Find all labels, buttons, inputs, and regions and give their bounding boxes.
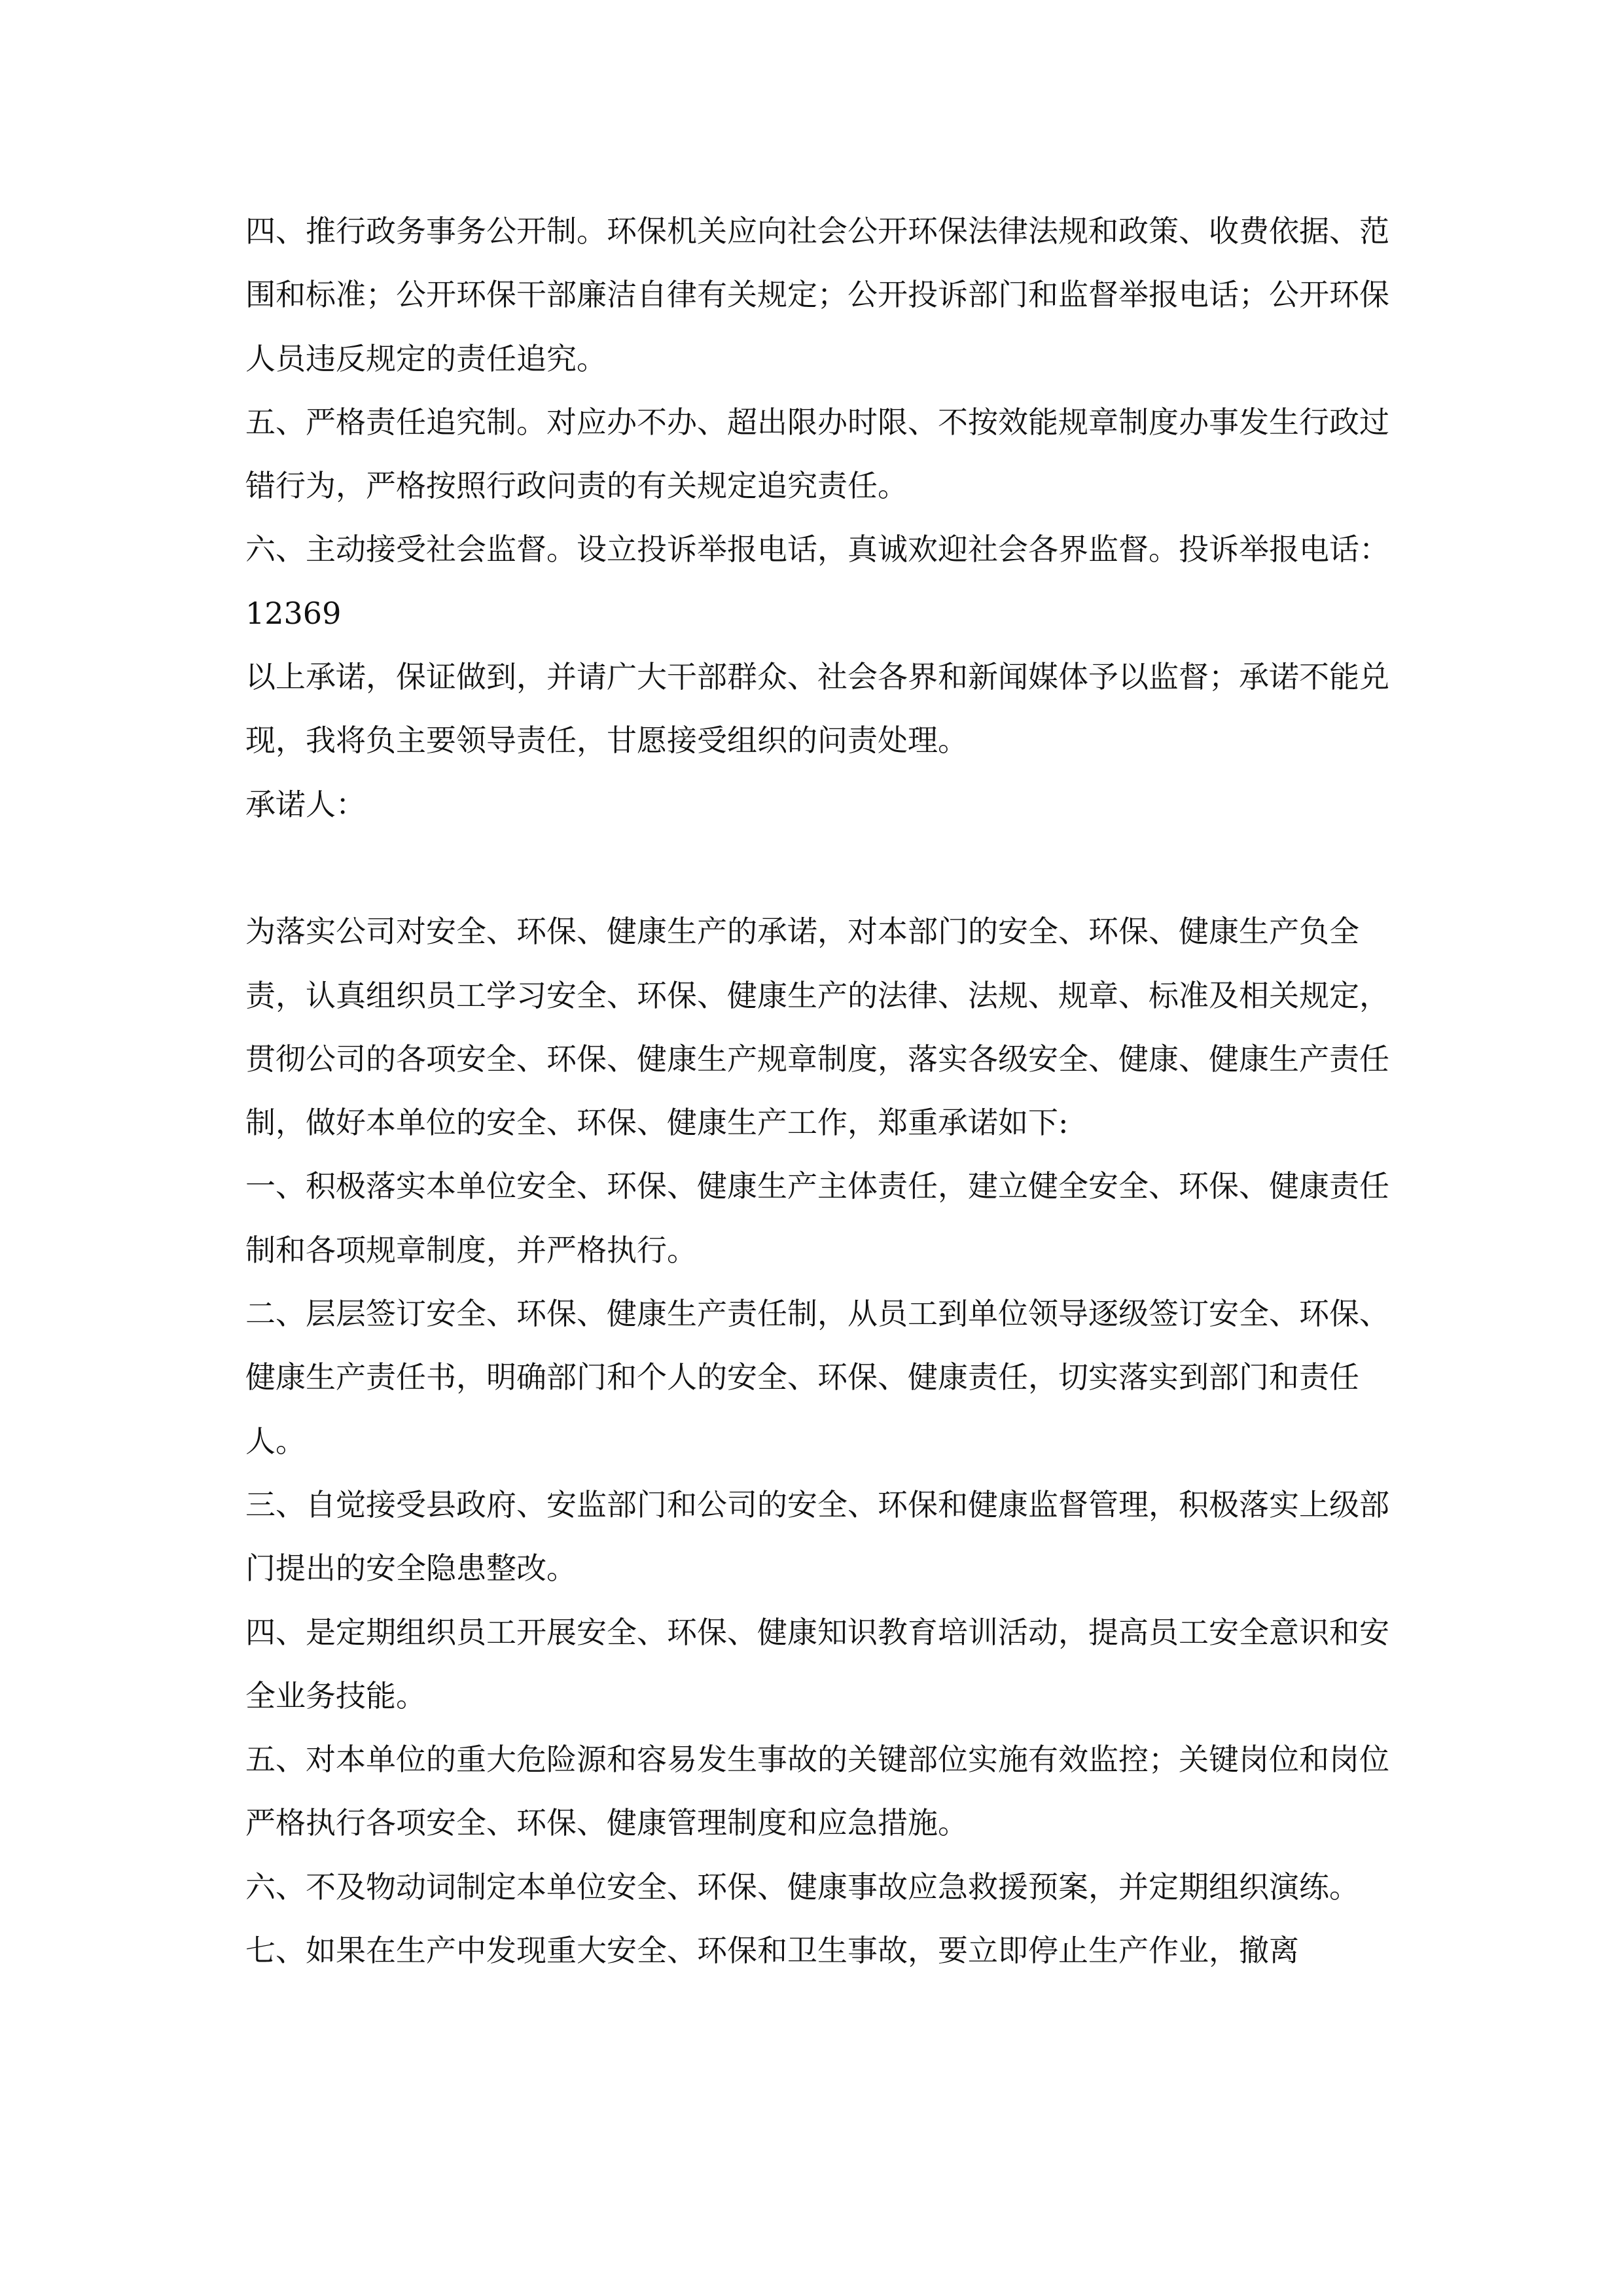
paragraph-item-3: 三、自觉接受县政府、安监部门和公司的安全、环保和健康监督管理，积极落实上级部门提出的安全隐患整改。 xyxy=(245,1486,1389,1587)
paragraph-item-1: 一、积极落实本单位安全、环保、健康生产主体责任，建立健全安全、环保、健康责任制和各项规章制度，并严格执行。 xyxy=(245,1168,1389,1268)
paragraph-public-disclosure: 四、推行政务事务公开制。环保机关应向社会公开环保法律法规和政策、收费依据、范围和标准；公开环保干部廉洁自律有关规定；公开投诉部门和监督举报电话；公开环保人员违反规定的责任追究。 xyxy=(245,213,1389,376)
paragraph-intro: 为落实公司对安全、环保、健康生产的承诺，对本部门的安全、环保、健康生产负全责，认真组织员工学习安全、环保、健康生产的法律、法规、规章、标准及相关规定，贯彻公司的各项安全、环保、健康生产规章制度，落实各级安全、健康、健康生产责任制，做好本单位的安全、环保、健康生产工作，郑重承诺如下: xyxy=(245,914,1389,1141)
paragraph-item-5: 五、对本单位的重大危险源和容易发生事故的关键部位实施有效监控；关键岗位和岗位严格执行各项安全、环保、健康管理制度和应急措施。 xyxy=(245,1742,1389,1841)
paragraph-pledge-summary: 以上承诺，保证做到，并请广大干部群众、社会各界和新闻媒体予以监督；承诺不能兑现，我将负主要领导责任，甘愿接受组织的问责处理。 xyxy=(245,659,1389,759)
pledger-label: 承诺人： xyxy=(245,786,366,822)
paragraph-accountability: 五、严格责任追究制。对应办不办、超出限办时限、不按效能规章制度办事发生行政过错行为，严格按照行政问责的有关规定追究责任。 xyxy=(245,404,1389,504)
paragraph-item-4: 四、是定期组织员工开展安全、环保、健康知识教育培训活动，提高员工安全意识和安全业务技能。 xyxy=(245,1614,1389,1713)
paragraph-social-supervision: 六、主动接受社会监督。设立投诉举报电话，真诚欢迎社会各界监督。投诉举报电话：12369 xyxy=(245,531,1389,631)
paragraph-item-2: 二、层层签订安全、环保、健康生产责任制，从员工到单位领导逐级签订安全、环保、健康生产责任书，明确部门和个人的安全、环保、健康责任，切实落实到部门和责任人。 xyxy=(245,1296,1389,1459)
paragraph-item-7: 七、如果在生产中发现重大安全、环保和卫生事故，要立即停止生产作业，撤离 xyxy=(245,1933,1299,1969)
paragraph-item-6: 六、不及物动词制定本单位安全、环保、健康事故应急救援预案，并定期组织演练。 xyxy=(245,1869,1359,1905)
document-page xyxy=(245,200,1397,2098)
section-gap xyxy=(245,836,1397,900)
